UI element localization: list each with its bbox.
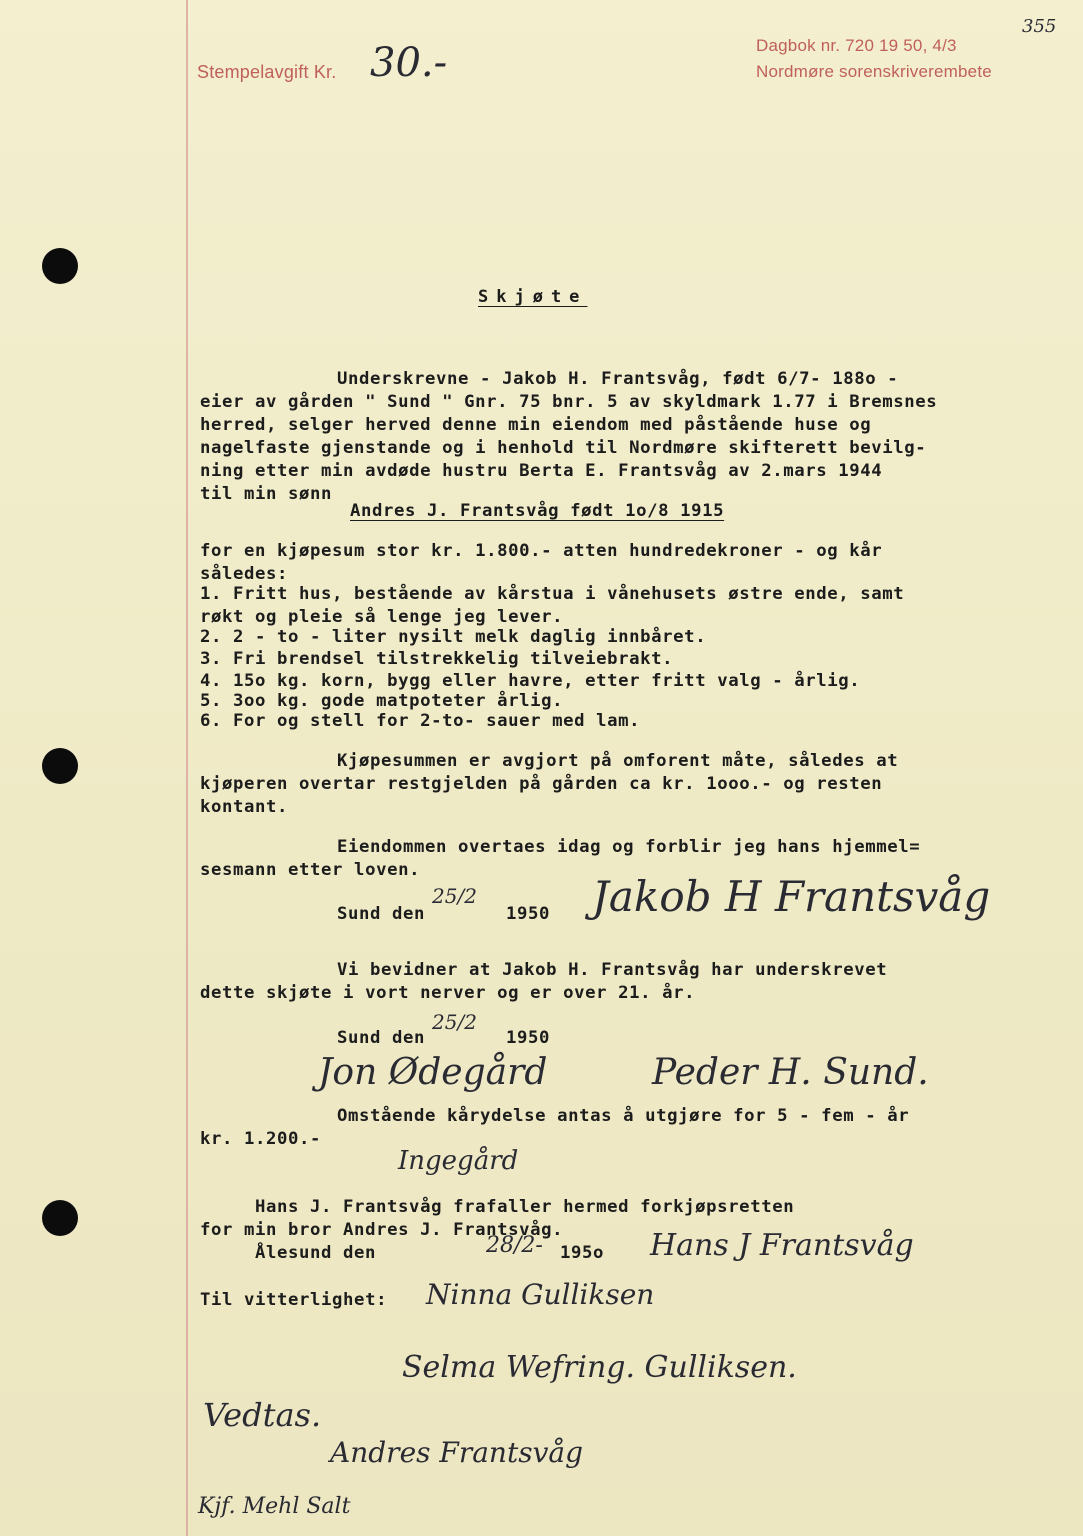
term-1-cont: røkt og pleie så lenge jeg lever. [200, 607, 564, 627]
margin-rule [186, 0, 188, 1536]
signature-vitterlighet-2: Selma Wefring. Gulliksen. [402, 1350, 797, 1385]
place-date-1-hand: 25/2 [432, 884, 477, 908]
place-date-3-prefix: Ålesund den [255, 1243, 377, 1263]
place-date-2-year: 1950 [506, 1028, 551, 1048]
para1-line-5: ning etter min avdøde hustru Berta E. Frantsvåg av 2.mars 1944 [200, 461, 883, 481]
page-number: 355 [1022, 16, 1057, 37]
term-5: 5. 3oo kg. gode matpoteter årlig. [200, 691, 564, 711]
para2-line-2: kjøperen overtar restgjelden på gården ca kr. 1ooo.- og resten [200, 774, 883, 794]
place-date-1-year: 1950 [506, 904, 551, 924]
term-2: 2. 2 - to - liter nysilt melk daglig innbåret. [200, 627, 707, 647]
place-date-2-prefix: Sund den [337, 1028, 426, 1048]
signature-vitterlighet-1: Ninna Gulliksen [426, 1278, 655, 1311]
witness-line-1: Vi bevidner at Jakob H. Frantsvåg har underskrevet [337, 960, 888, 980]
para1-line-6: til min sønn [200, 484, 333, 504]
place-date-3-hand: 28/2- [486, 1233, 543, 1258]
para2-line-3: kontant. [200, 797, 289, 817]
valuation-line-1: Omstående kårydelse antas å utgjøre for 5 - fem - år [337, 1106, 910, 1126]
term-6: 6. For og stell for 2-to- sauer med lam. [200, 711, 641, 731]
term-1: 1. Fritt hus, bestående av kårstua i vånehusets østre ende, samt [200, 584, 905, 604]
valuation-line-2: kr. 1.200.- [200, 1129, 322, 1149]
buyer-line: Andres J. Frantsvåg født 1o/8 1915 [350, 501, 725, 521]
signature-witness-2: Peder H. Sund. [652, 1052, 929, 1093]
stamp-duty-value: 30.- [370, 40, 448, 86]
signature-witness-1: Jon Ødegård [318, 1052, 548, 1093]
witness-label: Til vitterlighet: [200, 1290, 388, 1310]
place-date-1-prefix: Sund den [337, 904, 426, 924]
place-date-3-year: 195o [560, 1243, 605, 1263]
para3-line-1: Eiendommen overtaes idag og forblir jeg hans hjemmel= [337, 837, 921, 857]
para1-line-2: eier av gården " Sund " Gnr. 75 bnr. 5 av skyldmark 1.77 i Bremsnes [200, 392, 938, 412]
term-3: 3. Fri brendsel tilstrekkelig tilveiebrakt. [200, 649, 674, 669]
purchase-line-1: for en kjøpesum stor kr. 1.800.- atten hundredekroner - og kår [200, 541, 883, 561]
stamp-duty-label: Stempelavgift Kr. [197, 62, 337, 82]
para2-line-1: Kjøpesummen er avgjort på omforent måte, således at [337, 751, 899, 771]
para1-line-4: nagelfaste gjenstande og i henhold til Nordmøre skifterett bevilg- [200, 438, 927, 458]
signature-seller: Jakob H Frantsvåg [592, 872, 991, 921]
para3-line-2: sesmann etter loven. [200, 860, 421, 880]
witness-line-2: dette skjøte i vort nerver og er over 21. år. [200, 983, 696, 1003]
waiver-line-1: Hans J. Frantsvåg frafaller hermed forkjøpsretten [255, 1197, 795, 1217]
para1-line-3: herred, selger herved denne min eiendom med påstående huse og [200, 415, 872, 435]
para1-line-1: Underskrevne - Jakob H. Frantsvåg, født 6/7- 188o - [337, 369, 899, 389]
waiver-line-2: for min bror Andres J. Frantsvåg. [200, 1220, 564, 1240]
punch-hole-bottom [42, 1200, 78, 1236]
register-stamp-line1: Dagbok nr. 720 19 50, 4/3 [756, 36, 957, 55]
document-title: Skjøte [478, 287, 588, 307]
term-4: 4. 15o kg. korn, bygg eller havre, etter fritt valg - årlig. [200, 671, 861, 691]
vedtas-note: Vedtas. [203, 1396, 322, 1434]
signature-valuer: Ingegård [398, 1146, 519, 1176]
register-stamp-line2: Nordmøre sorenskriverembete [756, 62, 992, 81]
punch-hole-top [42, 248, 78, 284]
footer-note: Kjf. Mehl Salt [198, 1494, 351, 1519]
place-date-2-hand: 25/2 [432, 1010, 477, 1034]
signature-hans: Hans J Frantsvåg [650, 1228, 914, 1263]
signature-andres: Andres Frantsvåg [330, 1436, 583, 1469]
purchase-line-2: således: [200, 564, 289, 584]
punch-hole-middle [42, 748, 78, 784]
